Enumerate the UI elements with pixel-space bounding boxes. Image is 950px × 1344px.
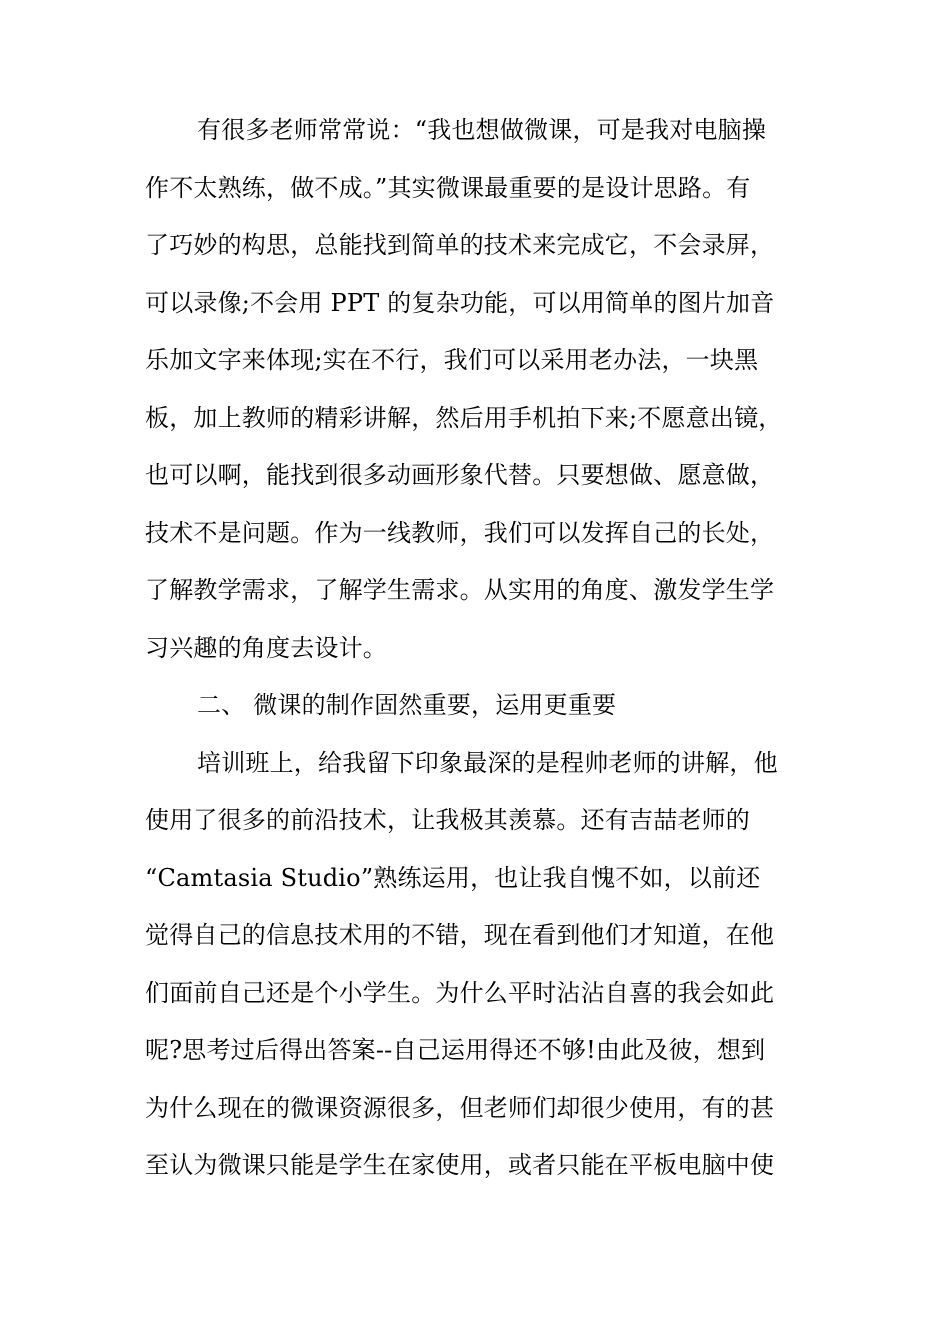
paragraph-1-line-8: 技术不是问题。作为一线教师，我们可以发挥自己的长处， [145, 518, 775, 547]
paragraph-2-line-5: 们面前自己还是个小学生。为什么平时沾沾自喜的我会如此 [145, 978, 775, 1007]
paragraph-1-line-5: 乐加文字来体现;实在不行，我们可以采用老办法，一块黑 [145, 346, 759, 374]
document-body [145, 106, 810, 1199]
paragraph-2-line-4: 觉得自己的信息技术用的不错，现在看到他们才知道，在他 [145, 921, 775, 949]
paragraph-2-line-2: 使用了很多的前沿技术，让我极其羡慕。还有吉喆老师的 [145, 806, 750, 834]
paragraph-2-line-6: 呢?思考过后得出答案--自己运用得还不够!由此及彼，想到 [145, 1036, 766, 1064]
paragraph-2-line-7: 为什么现在的微课资源很多，但老师们却很少使用，有的甚 [145, 1093, 775, 1122]
paragraph-1-line-4: 可以录像;不会用 PPT 的复杂功能，可以用简单的图片加音 [145, 288, 775, 317]
paragraph-1-line-3: 了巧妙的构思，总能找到简单的技术来完成它，不会录屏， [145, 231, 775, 259]
paragraph-1-line-9: 了解教学需求，了解学生需求。从实用的角度、激发学生学 [145, 576, 775, 604]
paragraph-2-line-8: 至认为微课只能是学生在家使用，或者只能在平板电脑中使 [145, 1151, 775, 1179]
paragraph-1-line-1: 有很多老师常常说：“我也想做微课，可是我对电脑操 [197, 116, 767, 144]
paragraph-1-line-7: 也可以啊，能找到很多动画形象代替。只要想做、愿意做， [145, 461, 775, 489]
paragraph-2-line-1: 培训班上，给我留下印象最深的是程帅老师的讲解，他 [197, 748, 778, 777]
paragraph-2-line-3: “Camtasia Studio”熟练运用，也让我自愧不如，以前还 [145, 863, 761, 892]
paragraph-1-line-6: 板，加上教师的精彩讲解，然后用手机拍下来;不愿意出镜， [145, 403, 783, 432]
section-heading: 二、 微课的制作固然重要，运用更重要 [197, 691, 617, 719]
paragraph-1-line-10: 习兴趣的角度去设计。 [145, 633, 387, 662]
paragraph-1-line-2: 作不太熟练，做不成。”其实微课最重要的是设计思路。有 [145, 173, 751, 202]
